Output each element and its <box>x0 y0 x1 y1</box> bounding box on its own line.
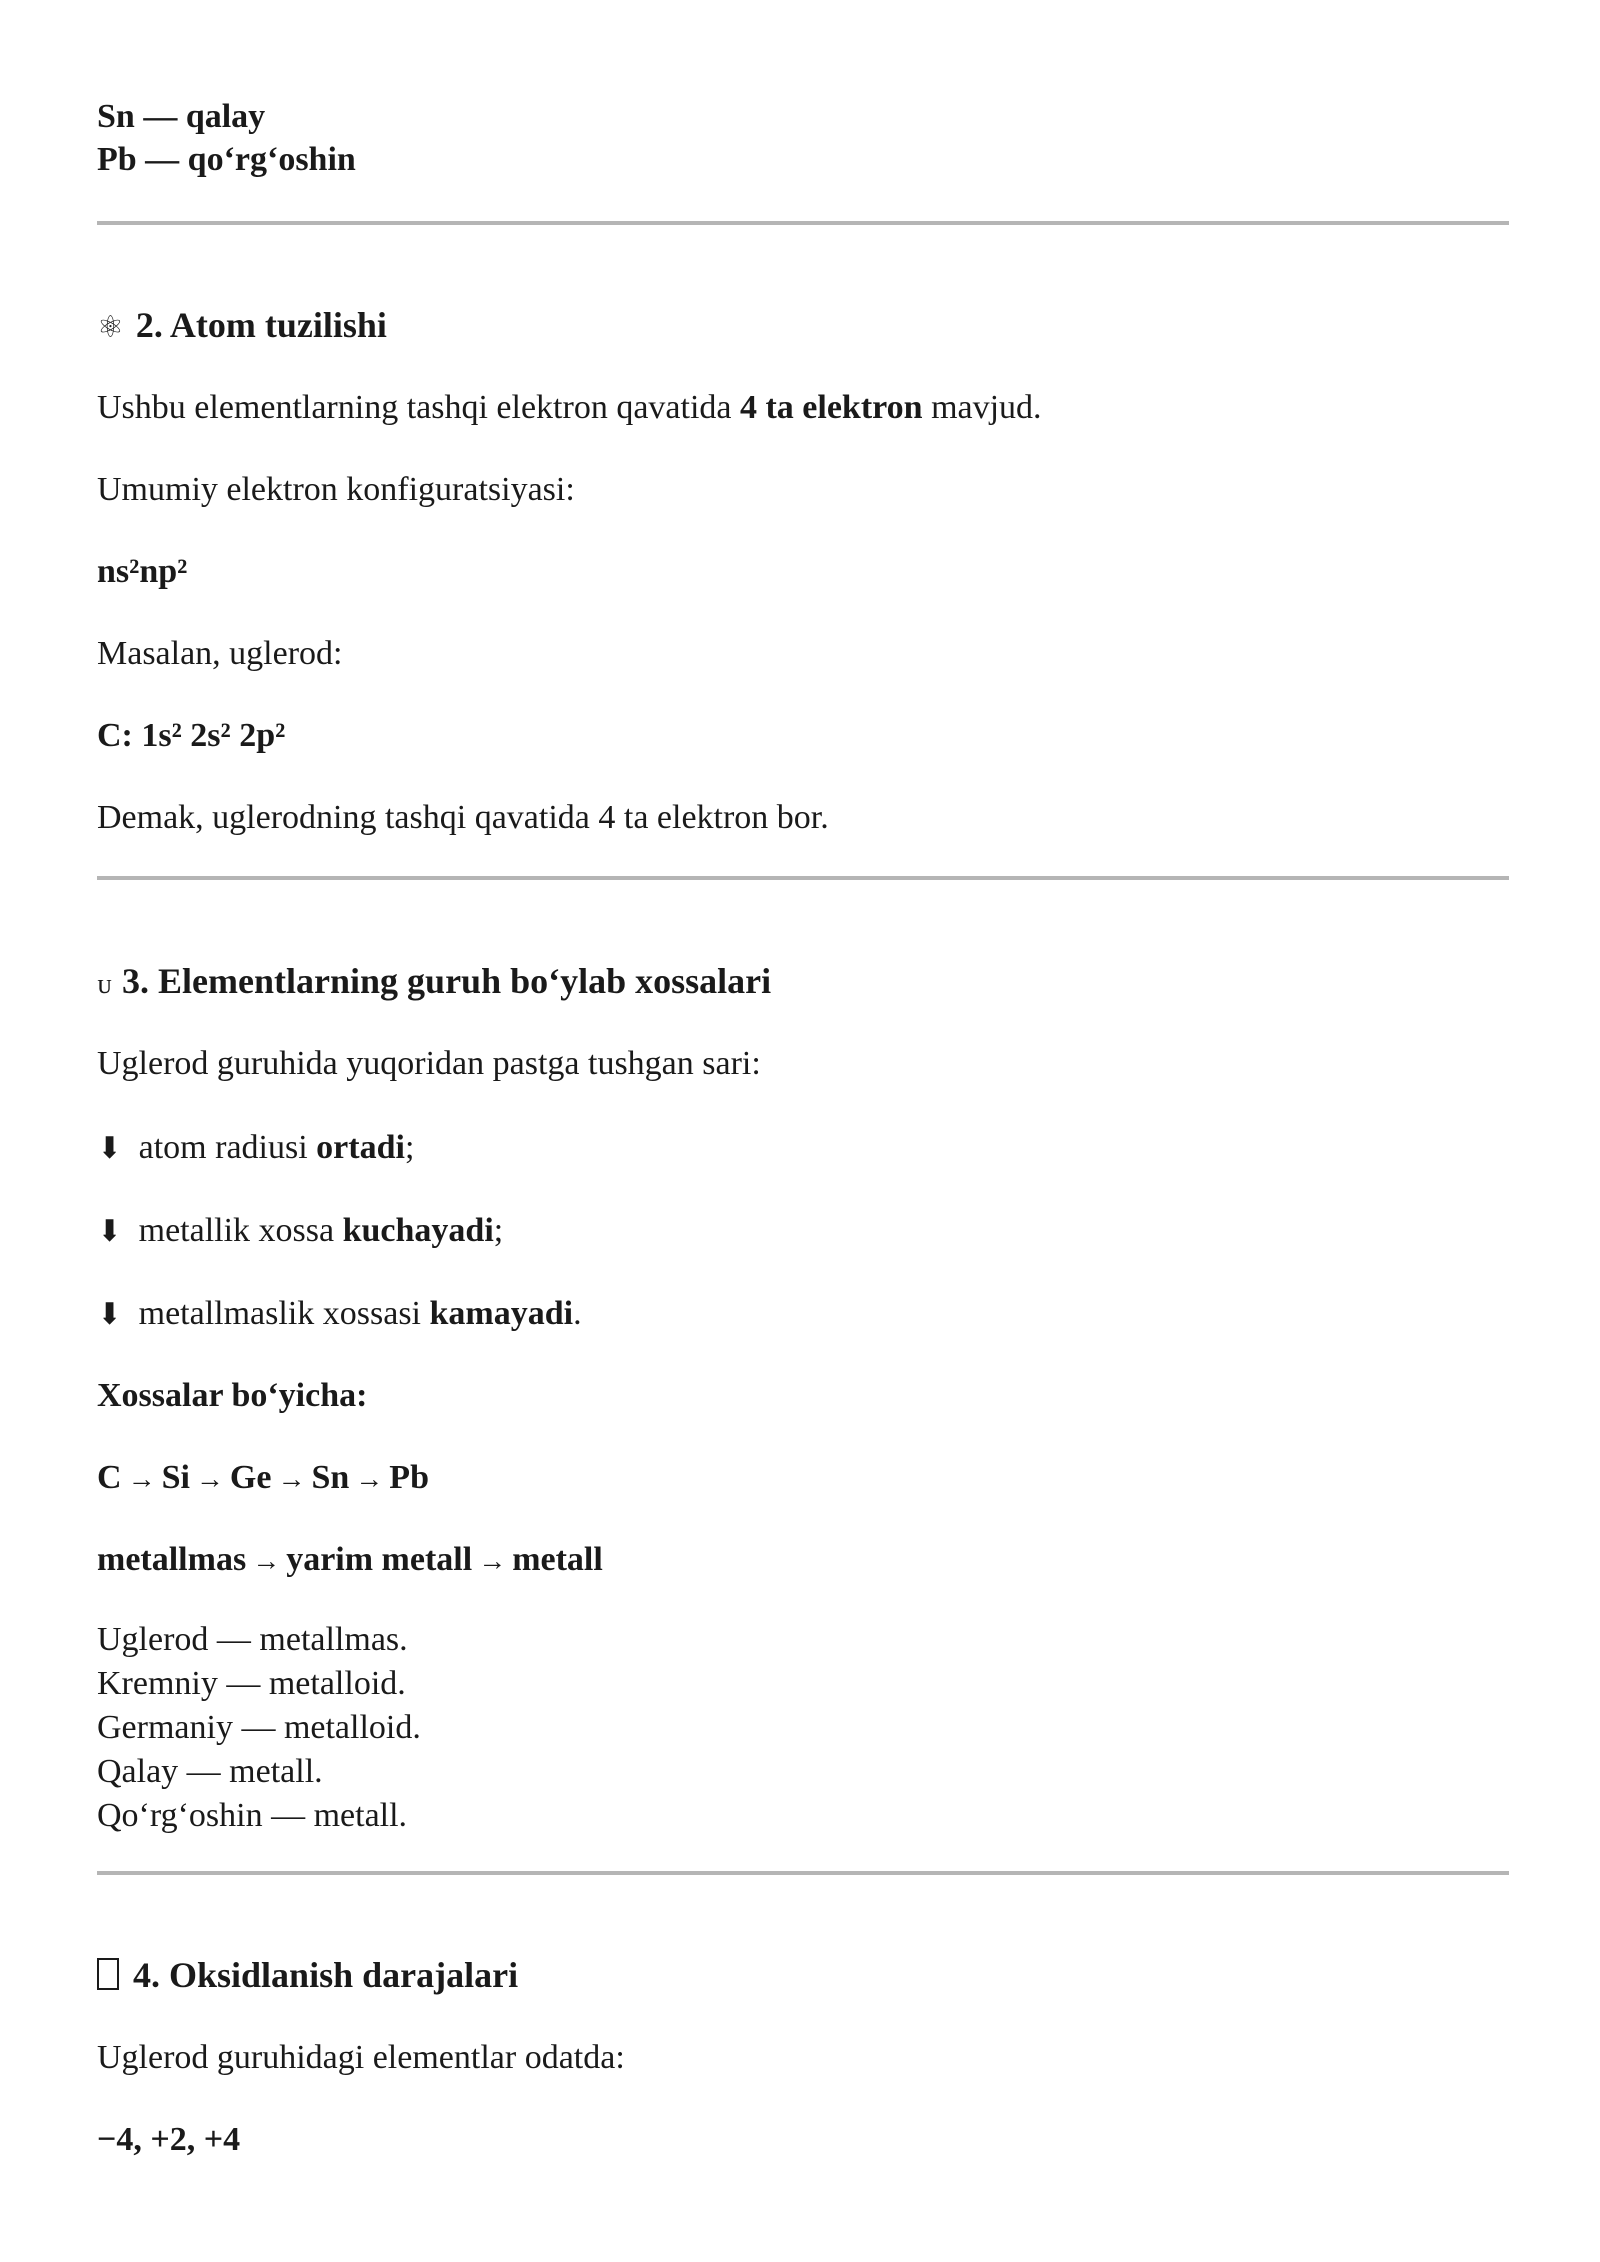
element: Pb <box>389 1459 429 1496</box>
list-item: Germaniy — metalloid. <box>97 1709 421 1746</box>
paragraph <box>97 386 1042 430</box>
bold-text: 4 ta elektron <box>739 389 923 426</box>
bar-chart-icon: ᴜ <box>97 969 111 1000</box>
down-arrow-icon: ⬇ <box>97 1298 123 1331</box>
type: metall <box>512 1541 603 1578</box>
properties-label: Xossalar bo‘yicha: <box>97 1377 368 1414</box>
element: C <box>97 1459 122 1496</box>
text: atom radiusi <box>130 1129 317 1166</box>
arrow: → <box>277 1464 306 1495</box>
section-3-heading <box>97 958 771 1005</box>
bold-text: kamayadi <box>429 1295 574 1332</box>
bold-text: kuchayadi <box>342 1212 494 1249</box>
element: Si <box>161 1459 190 1496</box>
section-3-title: 3. Elementlarning guruh bo‘ylab xossalari <box>122 961 772 1001</box>
section-4-heading <box>97 1952 518 1999</box>
text: ; <box>404 1129 415 1166</box>
down-arrow-icon: ⬇ <box>97 1215 123 1248</box>
text: mavjud. <box>922 389 1042 426</box>
section-2-heading <box>97 302 387 349</box>
line-sn: Sn — qalay <box>97 98 266 135</box>
paragraph: Uglerod guruhida yuqoridan pastga tushgan sari: <box>97 1045 761 1082</box>
type: metallmas <box>97 1541 247 1578</box>
oxidation-values: −4, +2, +4 <box>97 2121 241 2158</box>
paragraph: Uglerod guruhidagi elementlar odatda: <box>97 2039 625 2076</box>
text: Ushbu elementlarning tashqi elektron qavatida <box>97 389 740 426</box>
element-type-list <box>97 1618 421 1838</box>
arrow: → <box>478 1546 507 1577</box>
paragraph: Umumiy elektron konfiguratsiyasi: <box>97 471 575 508</box>
list-item: Kremniy — metalloid. <box>97 1665 406 1702</box>
missing-glyph-icon <box>97 1958 119 1990</box>
text: metallmaslik xossasi <box>130 1295 430 1332</box>
trend-item <box>97 1126 414 1170</box>
type: yarim metall <box>286 1541 473 1578</box>
text: . <box>573 1295 582 1332</box>
element: Ge <box>229 1459 272 1496</box>
list-item: Qo‘rg‘oshin — metall. <box>97 1797 408 1834</box>
divider <box>97 221 1509 225</box>
element: Sn <box>311 1459 350 1496</box>
type-sequence <box>97 1538 603 1582</box>
list-item: Qalay — metall. <box>97 1753 323 1790</box>
arrow: → <box>252 1546 281 1577</box>
paragraph: Demak, uglerodning tashqi qavatida 4 ta elektron bor. <box>97 799 829 836</box>
line-pb: Pb — qo‘rg‘oshin <box>97 141 356 178</box>
section-4-title: 4. Oksidlanish darajalari <box>133 1955 519 1995</box>
trend-item <box>97 1292 582 1336</box>
formula: ns²np² <box>97 553 188 590</box>
arrow: → <box>195 1464 224 1495</box>
down-arrow-icon: ⬇ <box>97 1132 123 1165</box>
bold-text: ortadi <box>316 1129 405 1166</box>
section-2-title: 2. Atom tuzilishi <box>135 305 387 345</box>
list-item: Uglerod — metallmas. <box>97 1621 408 1658</box>
element-sequence <box>97 1456 429 1500</box>
trend-item <box>97 1209 503 1253</box>
divider <box>97 876 1509 880</box>
paragraph: Masalan, uglerod: <box>97 635 343 672</box>
atom-icon: ⚛ <box>97 311 124 344</box>
arrow: → <box>355 1464 384 1495</box>
example-formula: C: 1s² 2s² 2p² <box>97 717 286 754</box>
divider <box>97 1871 1509 1875</box>
arrow: → <box>127 1464 156 1495</box>
text: metallik xossa <box>130 1212 343 1249</box>
text: ; <box>493 1212 504 1249</box>
